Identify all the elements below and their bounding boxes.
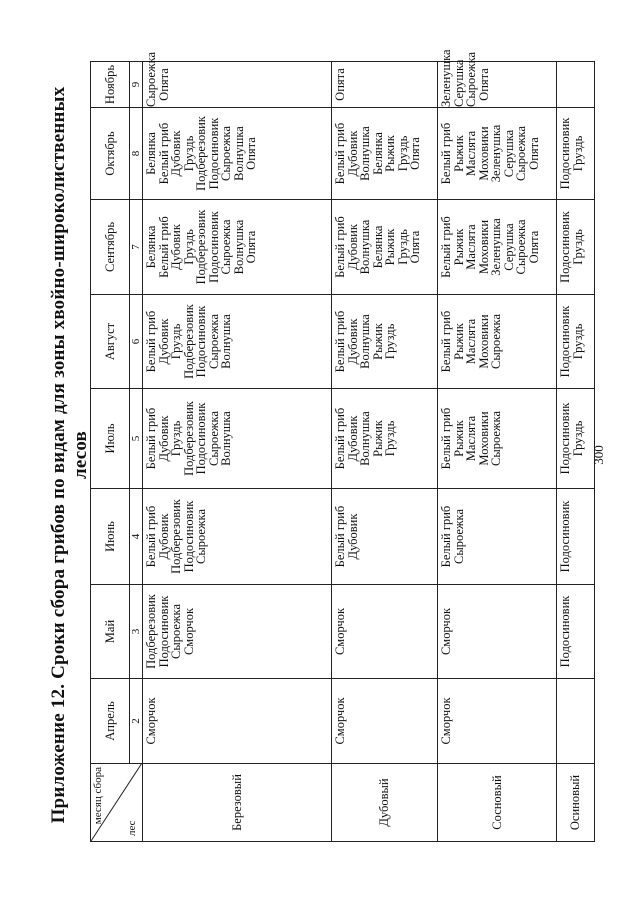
season-cell	[557, 200, 595, 295]
mushroom-name: Сыроежка	[169, 604, 183, 660]
mushroom-name: Серушка	[451, 59, 466, 107]
mushroom-name: Груздь	[395, 135, 410, 172]
forest-type-cell: Дубовый	[332, 764, 438, 842]
mushroom-name: Сморчок	[333, 607, 347, 656]
mushroom-name: Опята	[526, 137, 541, 170]
mushroom-name: Подосиновик	[558, 305, 572, 378]
mushroom-name: Подберезовик	[194, 209, 208, 285]
mushroom-name: Сыроежка	[514, 126, 528, 182]
season-cell	[557, 489, 595, 585]
mushroom-name: Подосиновик	[156, 595, 171, 668]
mushroom-name: Подберезовик	[169, 499, 183, 574]
mushroom-name: Маслята	[464, 318, 478, 365]
season-cell	[143, 108, 332, 200]
season-cell	[557, 295, 595, 389]
mushroom-name: Белый гриб	[156, 122, 171, 185]
mushroom-name: Опята	[333, 68, 347, 101]
mushroom-name: Волнушка	[231, 219, 246, 275]
mushroom-name: Белый гриб	[144, 505, 158, 568]
mushroom-name: Маслята	[464, 415, 478, 462]
mushroom-name: Волнушка	[231, 126, 246, 181]
mushroom-name: Груздь	[570, 229, 585, 265]
season-cell	[332, 295, 438, 389]
mushroom-name: Сыроежка	[451, 509, 466, 565]
column-number: 7	[130, 200, 143, 295]
mushroom-name: Моховики	[476, 314, 491, 369]
mushroom-name: Опята	[156, 68, 171, 101]
mushroom-name: Дубовик	[345, 130, 360, 177]
mushroom-name: Подосиновик	[558, 117, 572, 190]
season-cell	[332, 389, 438, 489]
mushroom-name: Груздь	[169, 420, 183, 457]
mushroom-name: Сыроежка	[219, 219, 233, 275]
season-cell	[438, 295, 557, 389]
mushroom-name: Белянка	[144, 132, 158, 175]
mushroom-name: Груздь	[570, 135, 585, 172]
mushroom-name: Рыжик	[451, 323, 466, 360]
column-number: 2	[130, 679, 143, 764]
mushroom-name: Рыжик	[383, 228, 397, 266]
season-cell	[143, 200, 332, 295]
mushroom-name: Волнушка	[358, 219, 372, 275]
mushroom-name: Белый гриб	[439, 122, 453, 185]
season-cell	[332, 108, 438, 200]
mushroom-name: Груздь	[570, 420, 585, 457]
season-cell	[143, 679, 332, 764]
month-header: Апрель	[91, 679, 130, 764]
mushroom-name: Дубовик	[169, 224, 183, 270]
mushroom-name: Сыроежка	[489, 314, 503, 370]
forest-row	[143, 62, 332, 842]
mushroom-name: Белый гриб	[333, 407, 347, 470]
season-cell	[557, 108, 595, 200]
mushroom-name: Белый гриб	[156, 216, 171, 278]
mushroom-name: Дубовик	[345, 415, 360, 462]
mushroom-name: Моховики	[476, 126, 491, 181]
season-cell	[332, 489, 438, 585]
mushroom-name: Дубовик	[345, 318, 360, 365]
mushroom-name: Белый гриб	[333, 310, 347, 373]
mushroom-name: Опята	[244, 137, 258, 170]
season-cell	[143, 295, 332, 389]
season-cell	[438, 49, 557, 108]
mushroom-name: Дубовик	[345, 513, 360, 560]
mushroom-name: Опята	[408, 137, 422, 170]
mushroom-name: Белый гриб	[439, 310, 453, 373]
season-cell	[557, 679, 595, 764]
mushroom-name: Груздь	[169, 323, 183, 360]
mushroom-name: Белянка	[370, 225, 385, 269]
mushroom-name: Подосиновик	[558, 595, 572, 668]
mushroom-name: Дубовик	[345, 224, 360, 270]
season-cell	[438, 200, 557, 295]
mushroom-name: Белый гриб	[439, 505, 453, 568]
mushroom-name: Дубовик	[156, 513, 171, 560]
mushroom-name: Сыроежка	[219, 126, 233, 182]
mushroom-name: Подосиновик	[206, 117, 221, 190]
column-number: 5	[130, 389, 143, 489]
mushroom-name: Подосиновик	[194, 305, 208, 378]
season-cell	[557, 62, 595, 108]
season-cell	[143, 389, 332, 489]
column-number: 3	[130, 585, 143, 679]
mushroom-name: Сморчок	[439, 697, 453, 745]
month-header: Август	[91, 295, 130, 389]
mushroom-name: Зеленушка	[489, 218, 503, 276]
season-cell	[332, 679, 438, 764]
column-number: 8	[130, 108, 143, 200]
column-number: 6	[130, 295, 143, 389]
column-number-row	[130, 62, 143, 842]
mushroom-name: Подосиновик	[181, 500, 196, 573]
mushroom-name: Сморчок	[333, 697, 347, 745]
mushroom-name: Моховики	[476, 411, 491, 466]
month-header: Май	[91, 585, 130, 679]
mushroom-name: Сморчок	[439, 607, 453, 656]
season-cell	[332, 62, 438, 108]
page-number: 300	[591, 445, 606, 465]
mushroom-name: Груздь	[395, 229, 410, 265]
mushroom-name: Белый гриб	[439, 216, 453, 278]
season-cell	[438, 679, 557, 764]
forest-type-cell: Осиновый	[557, 764, 595, 842]
forest-type-cell: Березовый	[143, 764, 332, 842]
month-header: Ноябрь	[91, 62, 130, 108]
mushroom-name: Сморчок	[181, 607, 196, 656]
mushroom-name: Подосиновик	[558, 402, 572, 475]
mushroom-name: Белый гриб	[144, 310, 158, 373]
corner-label-forest: лес	[125, 820, 138, 836]
mushroom-name: Подосиновик	[194, 402, 208, 475]
mushroom-name: Сыроежка	[194, 509, 208, 565]
mushroom-name: Маслята	[464, 130, 478, 177]
season-cell	[438, 108, 557, 200]
mushroom-name: Белый гриб	[439, 407, 453, 470]
season-cell	[438, 389, 557, 489]
mushroom-name: Серушка	[501, 129, 516, 178]
mushroom-name: Подосиновик	[206, 211, 221, 283]
mushroom-name: Волнушка	[358, 411, 372, 466]
mushroom-name: Рыжик	[451, 420, 466, 457]
season-cell	[557, 389, 595, 489]
mushroom-name: Сморчок	[144, 697, 158, 745]
season-cell	[438, 489, 557, 585]
season-cell	[143, 585, 332, 679]
mushroom-name: Опята	[476, 68, 491, 101]
mushroom-name: Сыроежка	[206, 314, 221, 370]
month-header: Октябрь	[91, 108, 130, 200]
mushroom-name: Груздь	[383, 323, 397, 360]
mushroom-name: Белянка	[144, 225, 158, 269]
month-header: Сентябрь	[91, 200, 130, 295]
mushroom-name: Подосиновик	[558, 211, 572, 283]
mushroom-name: Опята	[244, 230, 258, 264]
mushroom-name: Сыроежка	[206, 411, 221, 467]
mushroom-name: Волнушка	[219, 411, 233, 466]
mushroom-name: Подберезовик	[144, 594, 158, 669]
mushroom-name: Волнушка	[358, 126, 372, 181]
page-title: Приложение 12. Сроки сбора грибов по видам для зоны хвойно-широколиственных лесов	[48, 86, 91, 824]
mushroom-name: Подберезовик	[181, 401, 196, 476]
mushroom-name: Моховики	[476, 219, 491, 275]
mushroom-name: Белянка	[370, 132, 385, 175]
mushroom-name: Сыроежка	[144, 51, 158, 107]
mushroom-name: Зеленушка	[489, 124, 503, 183]
mushroom-name: Белый гриб	[144, 407, 158, 470]
month-header: Июль	[91, 389, 130, 489]
mushroom-name: Подберезовик	[194, 116, 208, 191]
mushroom-name: Дубовик	[156, 318, 171, 365]
mushroom-name: Волнушка	[219, 314, 233, 369]
mushroom-name: Белый гриб	[333, 216, 347, 278]
mushroom-name: Подберезовик	[181, 304, 196, 379]
mushroom-name: Маслята	[464, 224, 478, 270]
mushroom-name: Сыроежка	[489, 411, 503, 467]
season-cell	[332, 585, 438, 679]
mushroom-name: Рыжик	[370, 420, 385, 457]
season-cell	[143, 489, 332, 585]
mushroom-name: Сыроежка	[514, 219, 528, 275]
mushroom-name: Волнушка	[358, 314, 372, 369]
mushroom-name: Рыжик	[451, 135, 466, 172]
mushroom-name: Дубовик	[156, 415, 171, 462]
forest-row	[332, 62, 438, 842]
mushroom-name: Белый гриб	[333, 505, 347, 568]
season-cell	[557, 585, 595, 679]
forest-row	[557, 62, 595, 842]
corner-label-month: месяц сбора	[92, 767, 104, 825]
mushroom-name: Рыжик	[451, 228, 466, 266]
season-cell	[143, 51, 332, 108]
mushroom-name: Рыжик	[383, 135, 397, 172]
mushroom-name: Опята	[526, 230, 541, 264]
column-number: 9	[130, 62, 143, 108]
mushroom-name: Груздь	[181, 135, 196, 172]
season-cell	[438, 585, 557, 679]
mushroom-name: Рыжик	[370, 323, 385, 360]
mushroom-name: Груздь	[570, 323, 585, 360]
mushroom-name: Груздь	[181, 229, 196, 265]
header-row	[91, 62, 130, 842]
mushroom-name: Дубовик	[169, 130, 183, 177]
mushroom-name: Сыроежка	[464, 51, 478, 107]
header-corner-cell	[91, 764, 143, 842]
mushroom-name: Белый гриб	[333, 122, 347, 185]
forest-row	[438, 62, 557, 842]
season-cell	[332, 200, 438, 295]
mushroom-name: Зеленушка	[439, 49, 453, 107]
mushroom-name: Серушка	[501, 223, 516, 271]
mushroom-name: Подосиновик	[558, 500, 572, 573]
forest-type-cell: Сосновый	[438, 764, 557, 842]
mushroom-season-table	[90, 49, 595, 842]
month-header: Июнь	[91, 489, 130, 585]
column-number: 4	[130, 489, 143, 585]
mushroom-name: Опята	[408, 230, 422, 264]
mushroom-name: Груздь	[383, 420, 397, 457]
